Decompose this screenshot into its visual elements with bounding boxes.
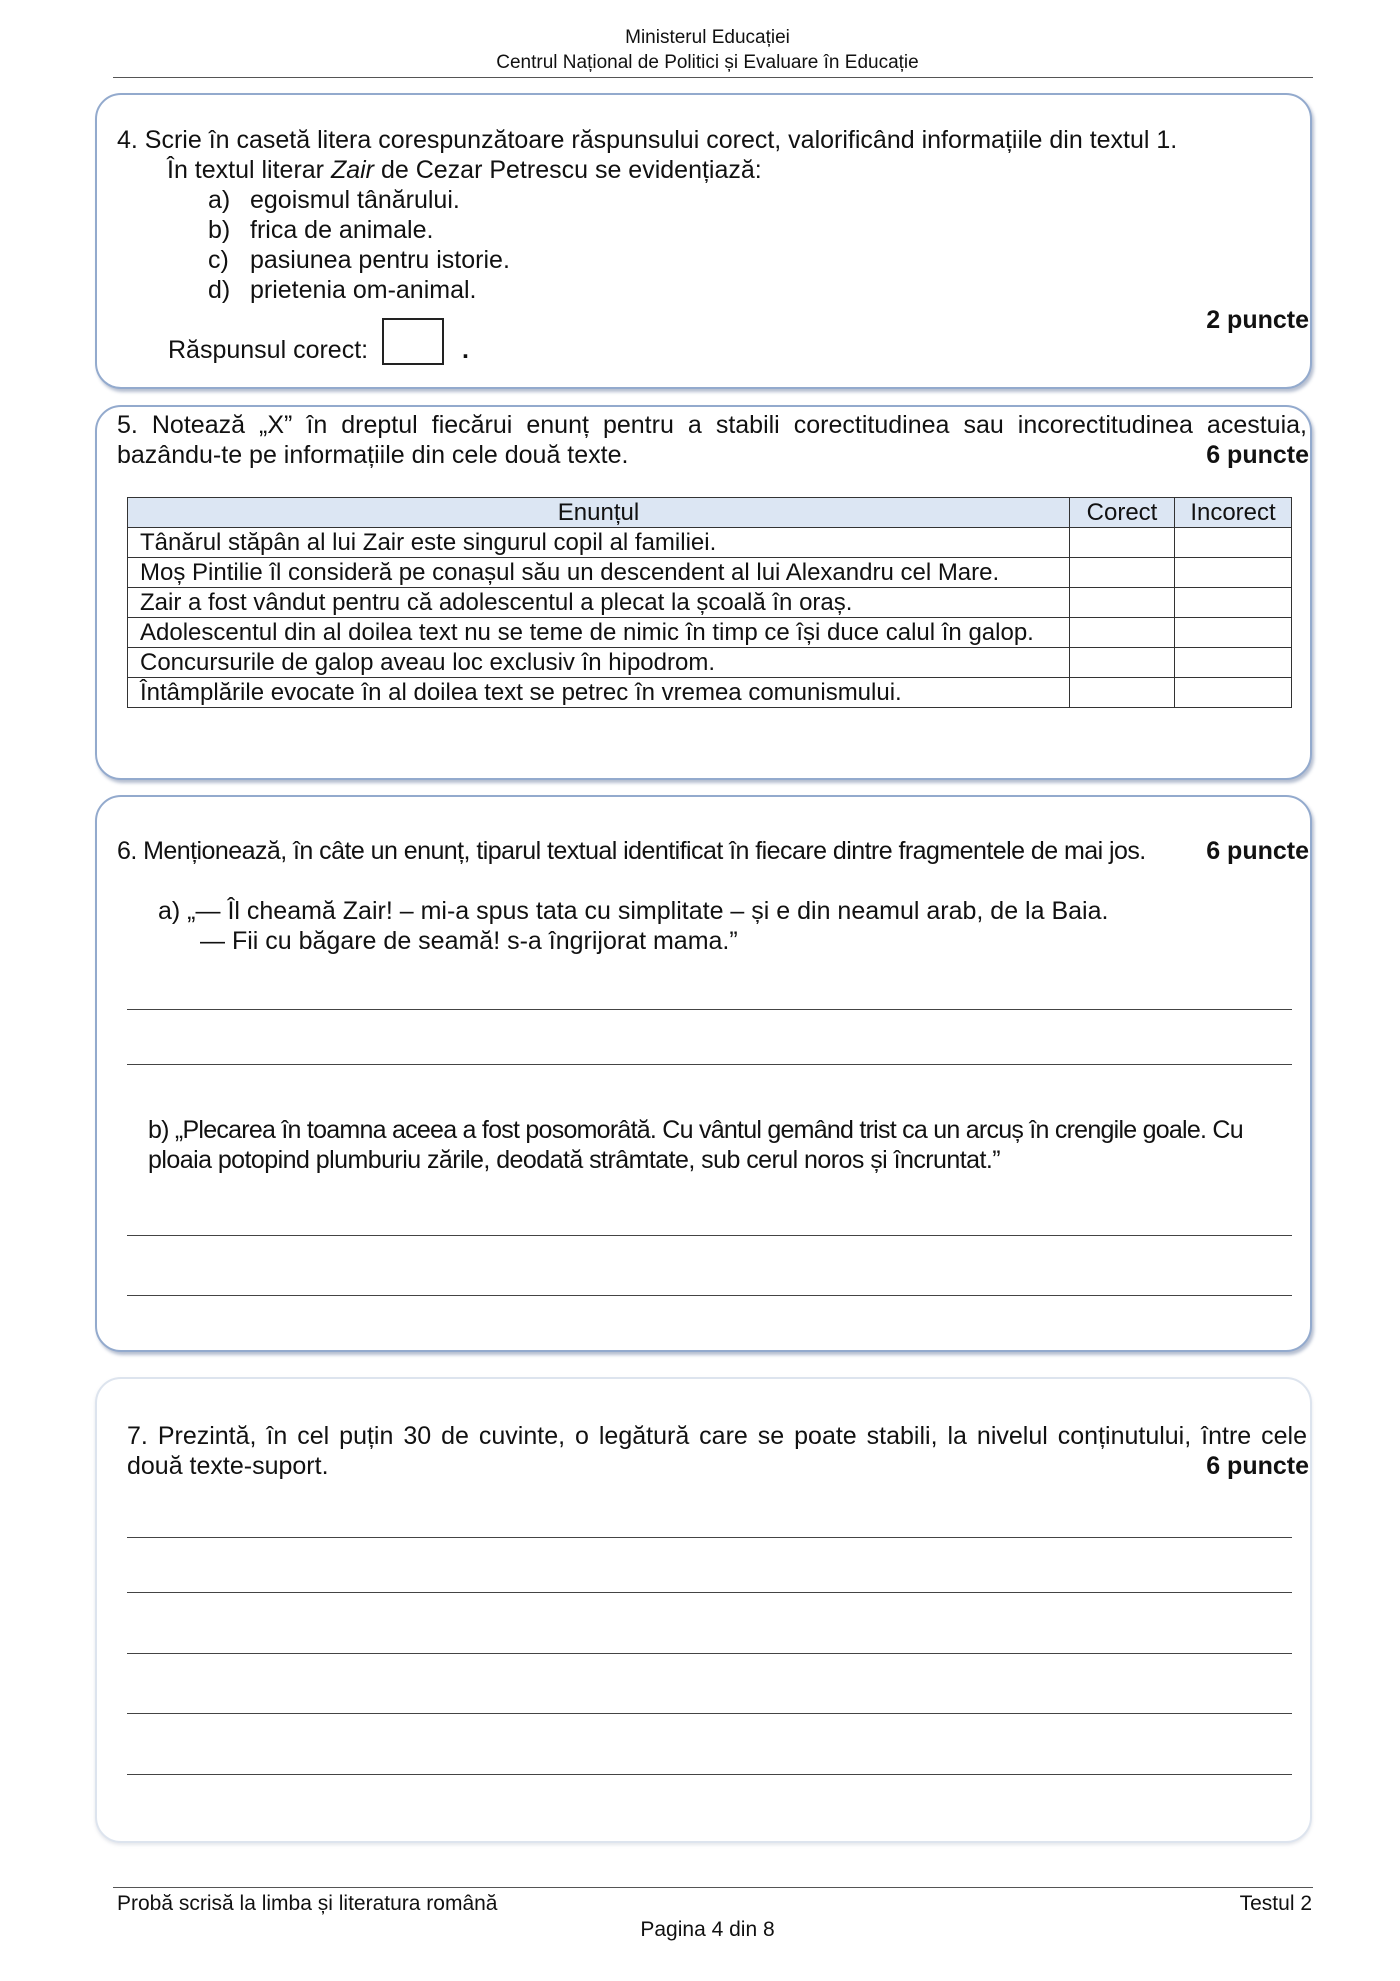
q4-option-text: frica de animale. <box>250 216 434 244</box>
col-header-incorrect: Incorect <box>1175 498 1292 528</box>
q4-stem-after: de Cezar Petrescu se evidențiază: <box>374 156 762 184</box>
statement-cell: Adolescentul din al doilea text nu se teme de nimic în timp ce își duce calul în galop. <box>128 618 1070 648</box>
q4-points: 2 puncte <box>1206 306 1309 334</box>
col-header-statement: Enunțul <box>128 498 1070 528</box>
q6-intro: 6. Menționează, în câte un enunț, tiparul textual identificat în fiecare dintre fragmentele de mai jos. <box>117 837 1146 865</box>
q6-fragment-a-line2: — Fii cu băgare de seamă! s-a îngrijorat mama.” <box>200 927 738 955</box>
statement-cell: Moș Pintilie îl consideră pe conașul său un descendent al lui Alexandru cel Mare. <box>128 558 1070 588</box>
table-row <box>128 558 1292 588</box>
footer-divider <box>113 1887 1313 1888</box>
table-row <box>128 648 1292 678</box>
q5-points: 6 puncte <box>1206 441 1309 469</box>
q7-answer-line-5[interactable] <box>127 1774 1292 1775</box>
table-header-row <box>128 498 1292 528</box>
header-ministry: Ministerul Educației <box>625 27 790 48</box>
statement-cell: Concursurile de galop aveau loc exclusiv în hipodrom. <box>128 648 1070 678</box>
col-header-correct: Corect <box>1070 498 1175 528</box>
statement-cell: Întâmplările evocate în al doilea text se petrec în vremea comunismului. <box>128 678 1070 708</box>
q6-answer-line-a2[interactable] <box>127 1064 1292 1065</box>
q6-answer-line-a1[interactable] <box>127 1009 1292 1010</box>
correct-cell[interactable] <box>1070 558 1175 588</box>
q4-answer-box[interactable] <box>382 318 444 365</box>
correct-cell[interactable] <box>1070 648 1175 678</box>
q4-option-d[interactable] <box>208 275 230 305</box>
correct-cell[interactable] <box>1070 588 1175 618</box>
q4-option-text: prietenia om-animal. <box>250 276 477 304</box>
q4-option-text: egoismul tânărului. <box>250 186 460 214</box>
header-divider <box>113 77 1313 78</box>
q4-answer-label: Răspunsul corect: <box>168 336 369 364</box>
correct-cell[interactable] <box>1070 678 1175 708</box>
q6-fragment-b-line2: ploaia potopind plumburiu zările, deodată strâmtate, sub cerul noros și încruntat.” <box>148 1146 1001 1174</box>
q4-stem-title: Zair <box>330 156 375 184</box>
q4-option-a[interactable] <box>208 185 230 215</box>
q4-option-c[interactable] <box>208 245 229 275</box>
incorrect-cell[interactable] <box>1175 678 1292 708</box>
table-row <box>128 618 1292 648</box>
q6-answer-line-b1[interactable] <box>127 1235 1292 1236</box>
footer-exam-title: Probă scrisă la limba și literatura română <box>117 1892 498 1915</box>
table-row <box>128 528 1292 558</box>
footer-test-number: Testul 2 <box>1239 1892 1312 1915</box>
incorrect-cell[interactable] <box>1175 648 1292 678</box>
correct-cell[interactable] <box>1070 528 1175 558</box>
q6-points: 6 puncte <box>1206 837 1309 865</box>
q7-intro-line2: două texte-suport. <box>127 1452 329 1480</box>
q4-stem <box>167 155 762 185</box>
q5-intro-line1: 5. Notează „X” în dreptul fiecărui enunț pentru a stabili corectitudinea sau incorectitudinea acestuia, <box>117 411 1307 439</box>
incorrect-cell[interactable] <box>1175 588 1292 618</box>
q4-stem-before: În textul literar <box>167 156 331 184</box>
q7-answer-line-4[interactable] <box>127 1713 1292 1714</box>
question-6-card <box>95 795 1312 1352</box>
q5-statement-table <box>127 497 1292 708</box>
q7-answer-line-2[interactable] <box>127 1592 1292 1593</box>
q5-intro-line2: bazându-te pe informațiile din cele două texte. <box>117 441 629 469</box>
q4-option-letter: c) <box>208 246 229 274</box>
q6-fragment-a-line1: a) „— Îl cheamă Zair! – mi-a spus tata cu simplitate – și e din neamul arab, de la Baia. <box>158 897 1109 925</box>
statement-cell: Tânărul stăpân al lui Zair este singurul copil al familiei. <box>128 528 1070 558</box>
q4-option-b[interactable] <box>208 215 230 245</box>
statement-cell: Zair a fost vândut pentru că adolescentul a plecat la școală în oraș. <box>128 588 1070 618</box>
table-row <box>128 588 1292 618</box>
header-center: Centrul Național de Politici și Evaluare în Educație <box>496 52 919 73</box>
q4-option-text: pasiunea pentru istorie. <box>250 246 510 274</box>
incorrect-cell[interactable] <box>1175 558 1292 588</box>
q7-answer-line-1[interactable] <box>127 1537 1292 1538</box>
table-row <box>128 678 1292 708</box>
q7-points: 6 puncte <box>1206 1452 1309 1480</box>
q4-option-letter: a) <box>208 186 231 214</box>
q6-fragment-b-line1: b) „Plecarea în toamna aceea a fost posomorâtă. Cu vântul gemând trist ca un arcuș în crengile goale. Cu <box>148 1116 1243 1144</box>
page-header <box>0 25 1400 75</box>
incorrect-cell[interactable] <box>1175 618 1292 648</box>
incorrect-cell[interactable] <box>1175 528 1292 558</box>
q4-option-letter: b) <box>208 216 231 244</box>
q4-option-letter: d) <box>208 276 231 304</box>
q7-intro-line1: 7. Prezintă, în cel puțin 30 de cuvinte, o legătură care se poate stabili, la nivelul conținutului, între cele <box>127 1422 1307 1450</box>
q6-answer-line-b2[interactable] <box>127 1295 1292 1296</box>
footer-page-number: Pagina 4 din 8 <box>640 1918 775 1941</box>
q4-intro: 4. Scrie în casetă litera corespunzătoare răspunsului corect, valorificând informațiile din textul 1. <box>117 126 1178 154</box>
q4-answer-dot: . <box>462 336 469 364</box>
q7-answer-line-3[interactable] <box>127 1653 1292 1654</box>
correct-cell[interactable] <box>1070 618 1175 648</box>
